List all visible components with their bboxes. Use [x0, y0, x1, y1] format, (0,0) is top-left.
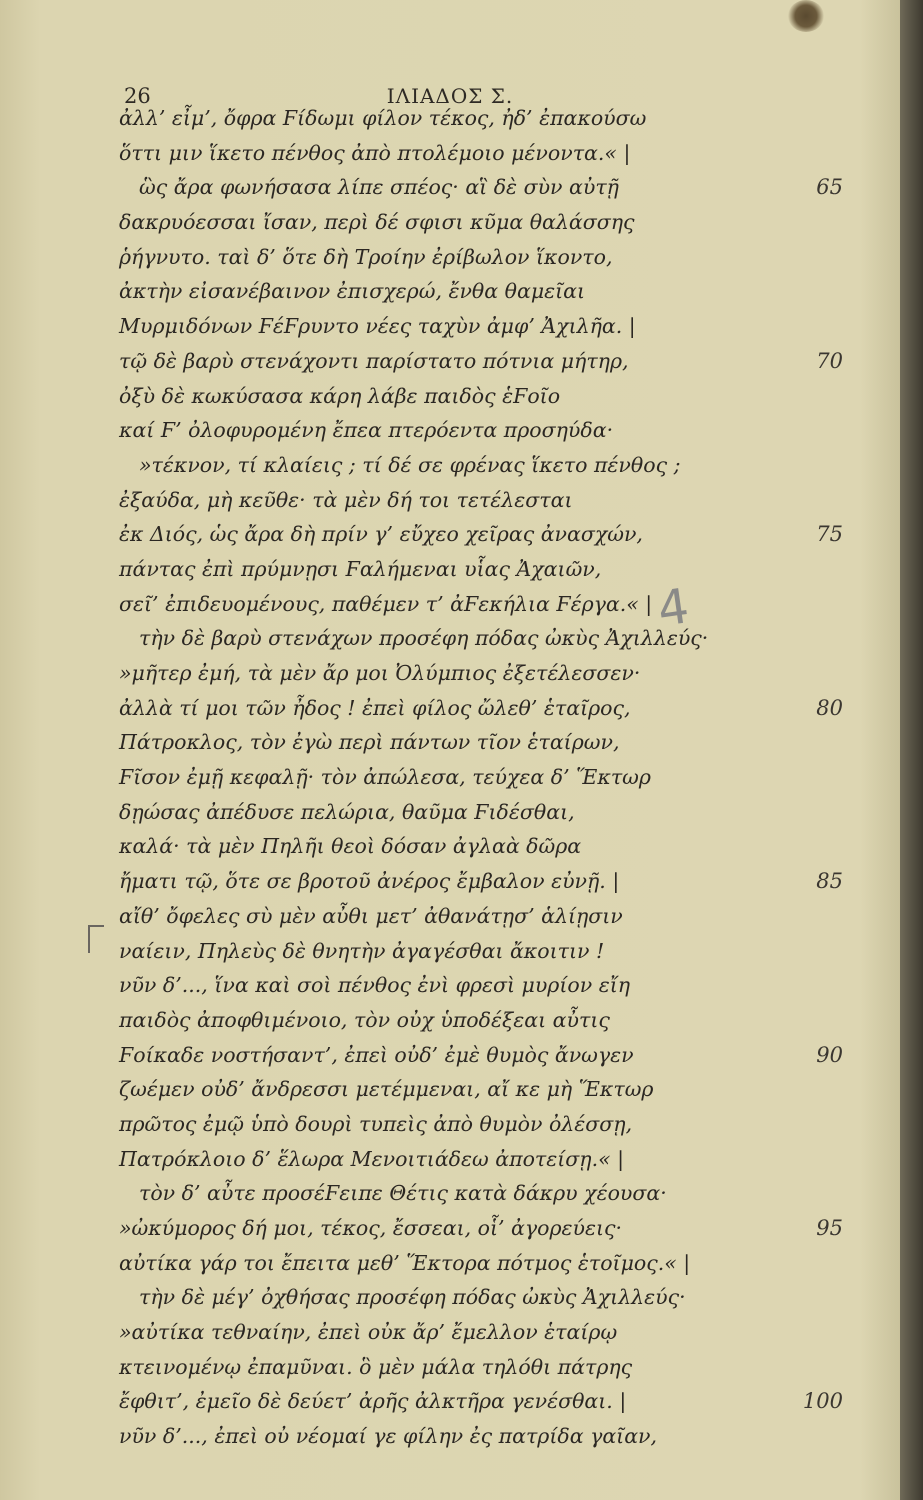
- verse-line: [0, 101, 900, 136]
- verse-line: [0, 517, 900, 552]
- verse-line: [0, 760, 900, 795]
- verse-line: [0, 1072, 900, 1107]
- verse-line: [0, 413, 900, 448]
- line-number: 80: [816, 695, 843, 720]
- verse-text: ἐκ Διός, ὡς ἄρα δὴ πρίν γ’ εὔχεο χεῖρας ἀνασχών,: [119, 522, 643, 547]
- verse-text: παιδὸς ἀποφθιμένοιο, τὸν οὐχ ὑποδέξεαι αὖτις: [119, 1007, 610, 1032]
- line-number: 65: [816, 175, 843, 200]
- verse-line: [0, 1350, 900, 1385]
- verse-text: Πάτροκλος, τὸν ἐγὼ περὶ πάντων τῖον ἑταίρων,: [119, 730, 620, 755]
- verse-line: [0, 621, 900, 656]
- verse-text: τῷ δὲ βαρὺ στενάχοντι παρίστατο πότνια μήτηρ,: [119, 348, 629, 373]
- pencil-bracket-mark: [88, 925, 104, 953]
- handwritten-mark: 4: [654, 578, 693, 638]
- verse-text: ἤματι τῷ, ὅτε σε βροτοῦ ἀνέρος ἔμβαλον εὐνῇ. |: [119, 869, 620, 894]
- verse-text: »μῆτερ ἐμή, τὰ μὲν ἄρ μοι Ὀλύμπιος ἐξετέλεσσεν·: [119, 661, 641, 685]
- verse-line: [0, 656, 900, 691]
- verse-text: ναίειν, Πηλεὺς δὲ θνητὴν ἀγαγέσθαι ἄκοιτιν !: [119, 938, 605, 963]
- verse-text: Πατρόκλοιο δ’ ἕλωρα Μενοιτιάδεω ἀποτείσῃ.« |: [119, 1146, 625, 1171]
- verse-line: [0, 934, 900, 969]
- verse-line: [0, 1142, 900, 1177]
- verse-line: [0, 552, 900, 587]
- verse-line: [0, 483, 900, 518]
- verse-line: [0, 309, 900, 344]
- verse-line: [0, 795, 900, 830]
- verse-block: [0, 101, 900, 1454]
- verse-text: δῃώσας ἀπέδυσε πελώρια, θαῦμα Ϝιδέσθαι,: [119, 799, 575, 824]
- page-number: 26: [124, 84, 151, 108]
- verse-text: ὅττι μιν ἵκετο πένθος ἀπὸ πτολέμοιο μένοντα.« |: [119, 140, 631, 165]
- verse-text: ζωέμεν οὐδ’ ἄνδρεσσι μετέμμεναι, αἴ κε μὴ Ἕκτωρ: [119, 1077, 654, 1102]
- verse-text: καί Ϝ’ ὀλοφυρομένη ἔπεα πτερόεντα προσηύδα·: [119, 418, 614, 443]
- verse-line: [0, 1280, 900, 1315]
- verse-line: [0, 899, 900, 934]
- line-number: 90: [816, 1042, 843, 1067]
- line-number: 70: [816, 348, 843, 373]
- verse-line: [0, 1384, 900, 1419]
- verse-text: ὀξὺ δὲ κωκύσασα κάρη λάβε παιδὸς ἑϜοῖο: [119, 383, 561, 408]
- line-number: 75: [816, 522, 843, 547]
- verse-line: [0, 205, 900, 240]
- verse-text: ἀλλὰ τί μοι τῶν ἦδος ! ἐπεὶ φίλος ὤλεθ’ ἑταῖρος,: [119, 695, 631, 720]
- verse-text: ὣς ἄρα φωνήσασα λίπε σπέος· αἳ δὲ σὺν αὐτῇ: [139, 175, 619, 200]
- verse-line: [0, 1003, 900, 1038]
- verse-line: [0, 170, 900, 205]
- verse-text: ἀλλ’ εἶμ’, ὄφρα Ϝίδωμι φίλον τέκος, ἠδ’ ἐπακούσω: [119, 106, 647, 130]
- line-number: 100: [802, 1389, 843, 1414]
- verse-line: [0, 829, 900, 864]
- verse-line: [0, 1419, 900, 1454]
- verse-text: καλά· τὰ μὲν Πηλῆι θεοὶ δόσαν ἀγλαὰ δῶρα: [119, 834, 582, 859]
- verse-line: [0, 864, 900, 899]
- verse-text: »τέκνον, τί κλαίεις ; τί δέ σε φρένας ἵκετο πένθος ;: [139, 452, 681, 477]
- verse-text: νῦν δ’..., ἐπεὶ οὐ νέομαί γε φίλην ἐς πατρίδα γαῖαν,: [119, 1424, 658, 1449]
- verse-line: [0, 344, 900, 379]
- verse-text: ῥήγνυτο. ταὶ δ’ ὅτε δὴ Τροίην ἐρίβωλον ἵκοντο,: [119, 244, 613, 269]
- verse-line: [0, 448, 900, 483]
- verse-line: [0, 587, 900, 622]
- verse-line: [0, 1107, 900, 1142]
- running-title: ΙΛΙΑΔΟΣ Σ.: [386, 84, 514, 108]
- paper-stain: [788, 0, 824, 32]
- verse-text: ἔφθιτ’, ἐμεῖο δὲ δεύετ’ ἀρῆς ἀλκτῆρα γενέσθαι. |: [119, 1389, 627, 1414]
- verse-text: πρῶτος ἐμῷ ὑπὸ δουρὶ τυπεὶς ἀπὸ θυμὸν ὀλέσσῃ,: [119, 1111, 633, 1136]
- verse-text: αὐτίκα γάρ τοι ἔπειτα μεθ’ Ἕκτορα πότμος ἑτοῖμος.« |: [119, 1250, 691, 1275]
- verse-text: τὸν δ’ αὖτε προσέϜειπε Θέτις κατὰ δάκρυ χέουσα·: [139, 1181, 667, 1206]
- line-number: 85: [816, 869, 843, 894]
- verse-line: [0, 1038, 900, 1073]
- verse-line: [0, 725, 900, 760]
- verse-line: [0, 274, 900, 309]
- verse-text: πάντας ἐπὶ πρύμνῃσι Ϝαλήμεναι υἷας Ἀχαιῶν,: [119, 556, 602, 581]
- book-spine: [900, 0, 923, 1500]
- verse-text: ἐξαύδα, μὴ κεῦθε· τὰ μὲν δή τοι τετέλεσται: [119, 487, 573, 512]
- verse-text: Μυρμιδόνων ϜέϜρυντο νέες ταχὺν ἀμφ’ Ἀχιλῆα. |: [119, 314, 636, 339]
- verse-line: [0, 968, 900, 1003]
- verse-text: δακρυόεσσαι ἴσαν, περὶ δέ σφισι κῦμα θαλάσσης: [119, 210, 635, 235]
- line-number: 95: [816, 1216, 843, 1240]
- verse-line: [0, 691, 900, 726]
- verse-text: »ὠκύμορος δή μοι, τέκος, ἔσσεαι, οἷ’ ἀγορεύεις·: [119, 1216, 623, 1240]
- verse-text: Ϝῖσον ἐμῇ κεφαλῇ· τὸν ἀπώλεσα, τεύχεα δ’ Ἕκτωρ: [119, 765, 651, 790]
- verse-line: [0, 240, 900, 275]
- verse-line: [0, 1315, 900, 1350]
- verse-text: τὴν δὲ βαρὺ στενάχων προσέφη πόδας ὠκὺς Ἀχιλλεύς·: [139, 626, 709, 651]
- verse-line: [0, 1176, 900, 1211]
- verse-text: κτεινομένῳ ἐπαμῦναι. ὃ μὲν μάλα τηλόθι πάτρης: [119, 1354, 633, 1379]
- verse-text: τὴν δὲ μέγ’ ὀχθήσας προσέφη πόδας ὠκὺς Ἀχιλλεύς·: [139, 1285, 686, 1310]
- verse-text: νῦν δ’..., ἵνα καὶ σοὶ πένθος ἐνὶ φρεσὶ μυρίον εἴη: [119, 973, 631, 998]
- verse-text: »αὐτίκα τεθναίην, ἐπεὶ οὐκ ἄρ’ ἔμελλον ἑταίρῳ: [119, 1320, 618, 1345]
- verse-text: σεῖ’ ἐπιδευομένους, παθέμεν τ’ ἀϜεκήλια Ϝέργα.« |: [119, 591, 653, 616]
- verse-line: [0, 136, 900, 171]
- verse-line: [0, 1246, 900, 1281]
- verse-text: Ϝοίκαδε νοστήσαντ’, ἐπεὶ οὐδ’ ἐμὲ θυμὸς ἄνωγεν: [119, 1042, 634, 1067]
- verse-line: [0, 1211, 900, 1246]
- verse-text: αἴθ’ ὄφελες σὺ μὲν αὖθι μετ’ ἀθανάτῃσ’ ἁλίῃσιν: [119, 903, 623, 928]
- verse-text: ἀκτὴν εἰσανέβαινον ἐπισχερώ, ἔνθα θαμεῖαι: [119, 279, 586, 304]
- verse-line: [0, 379, 900, 414]
